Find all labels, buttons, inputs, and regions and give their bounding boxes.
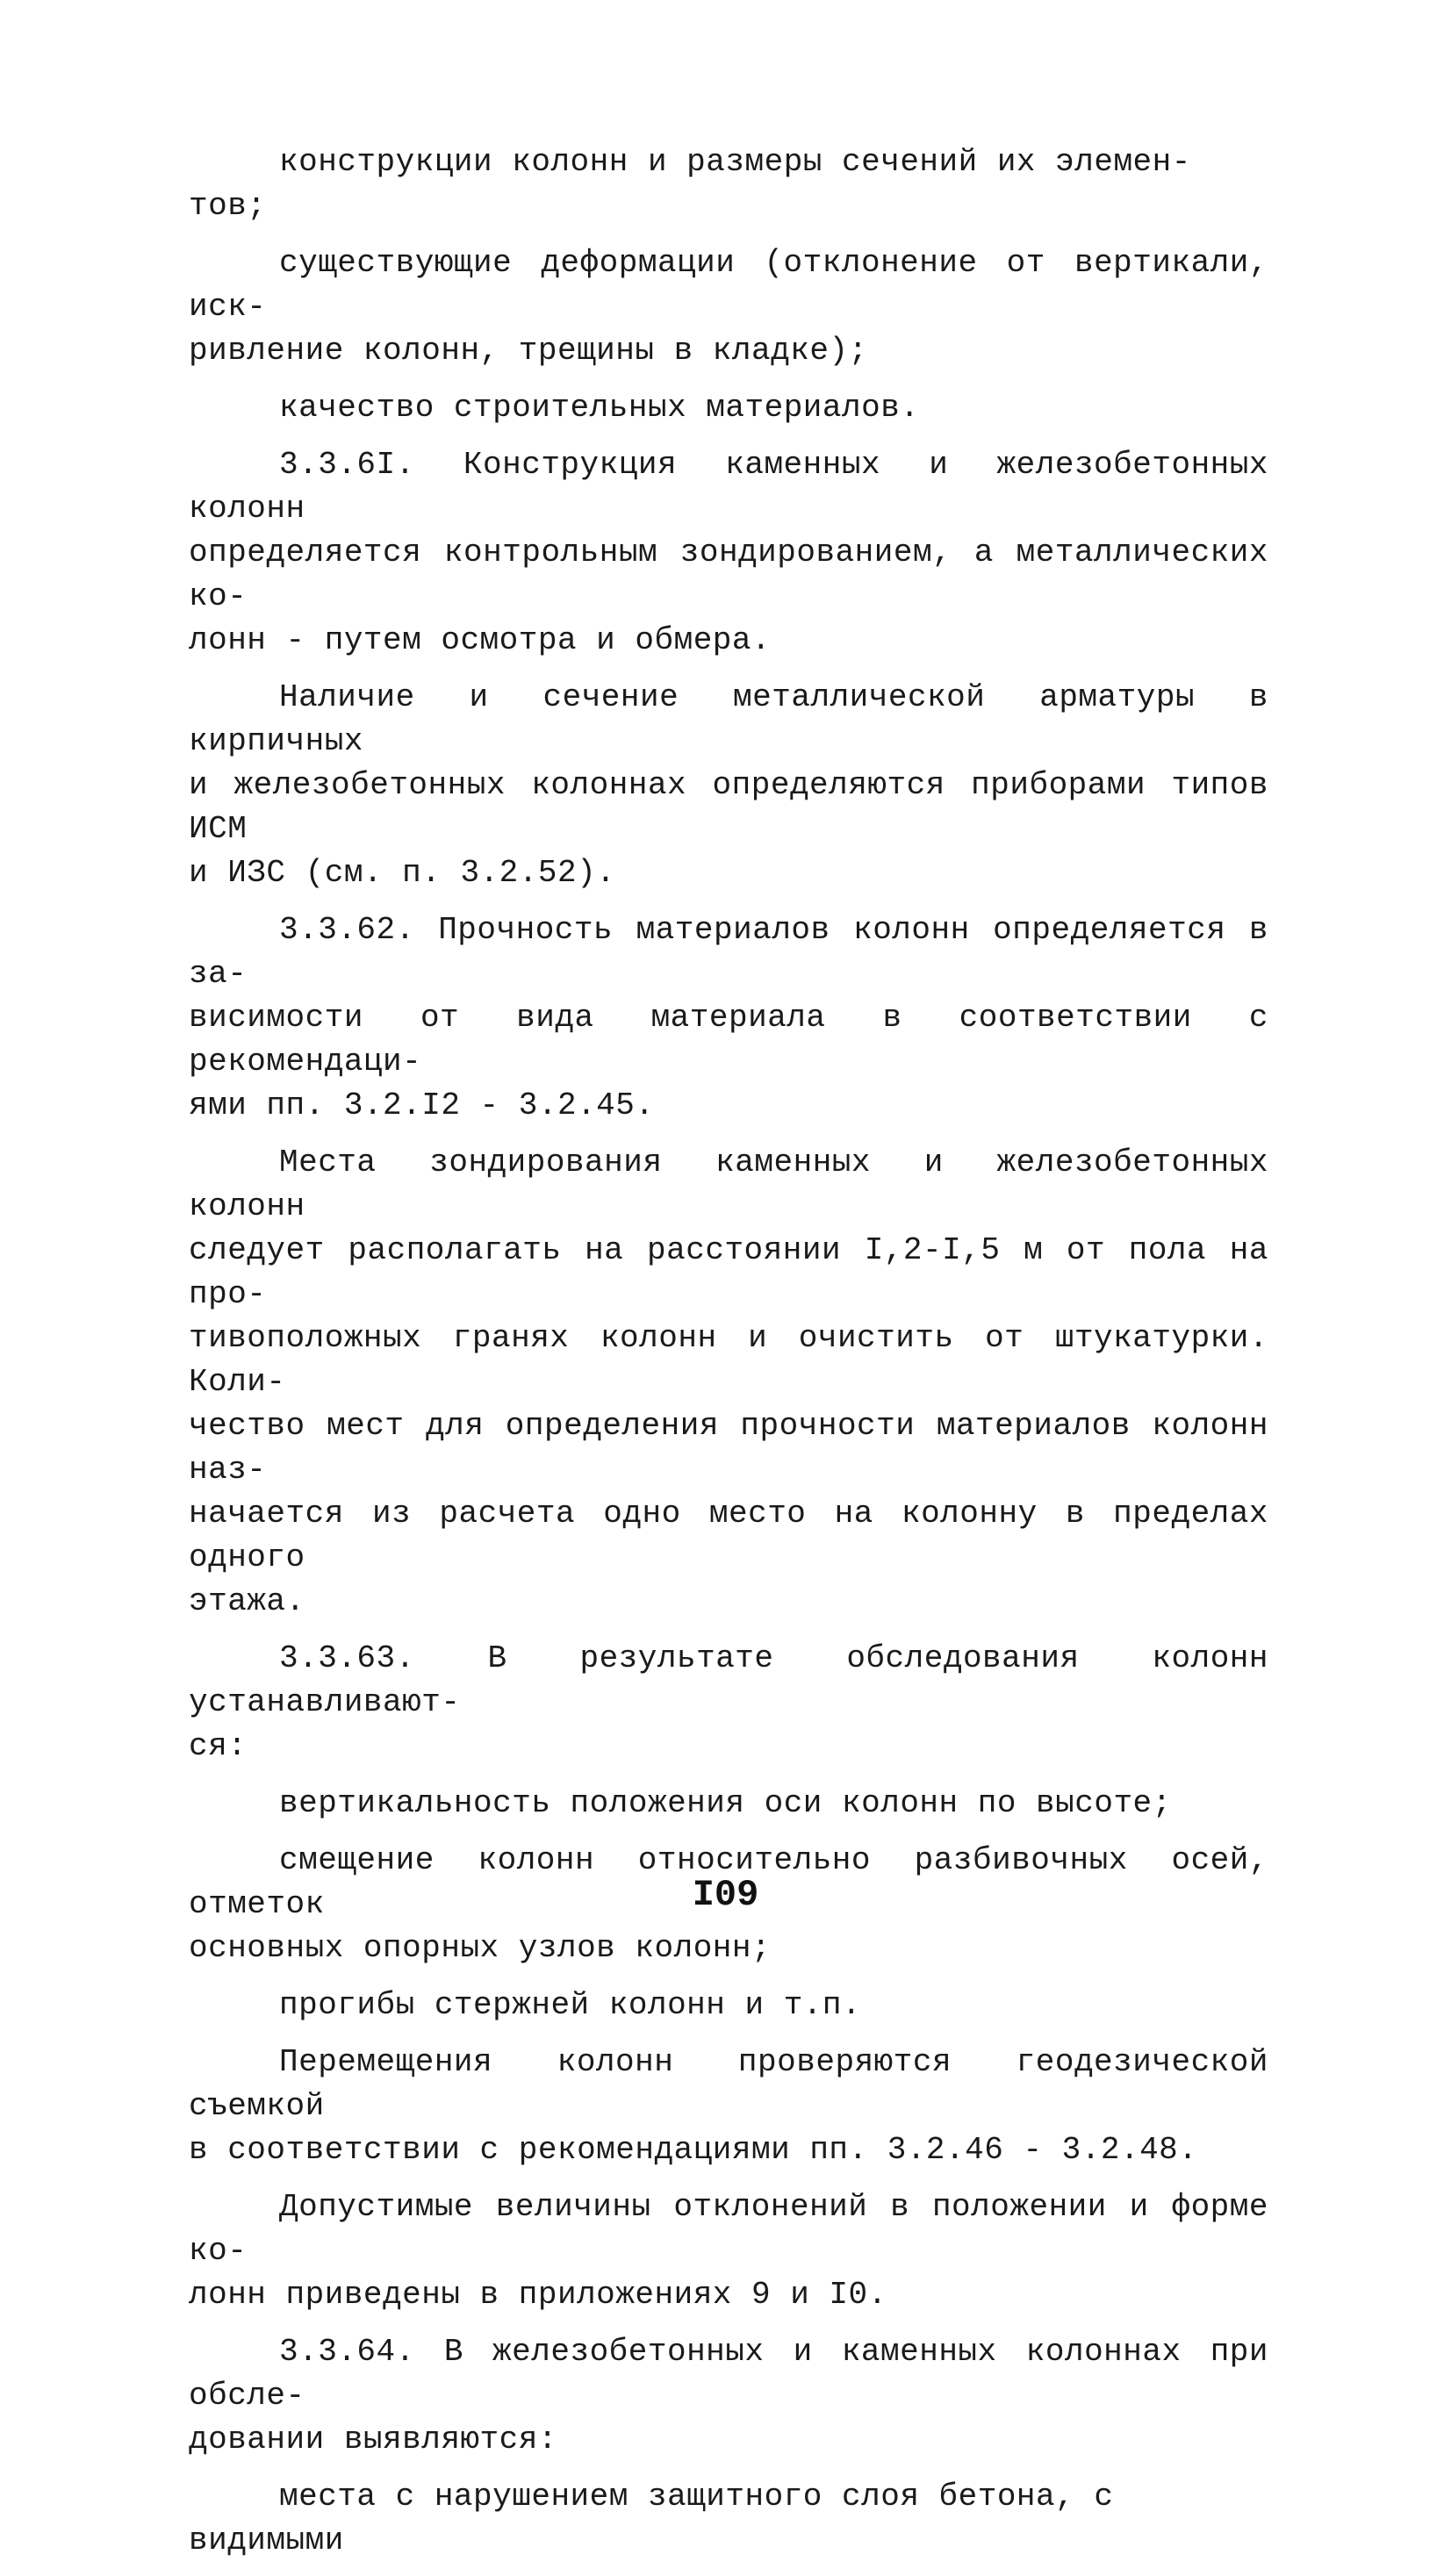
paragraph-deflections: прогибы стержней колонн и т.п. — [279, 1987, 862, 2023]
paragraph-displacements: Перемещения колонн проверяются геодезической съемкой в соответствии с рекомендациями пп. 3.2.46 - 3.2.48. — [189, 2044, 1268, 2168]
paragraph-material-quality: качество строительных материалов. — [279, 390, 920, 426]
paragraph-protective-layer: места с нарушением защитного слоя бетона, с видимыми — [189, 2479, 1114, 2558]
paragraph-reinforcement: Наличие и сечение металлической арматуры в кирпичных и железобетонных колоннах определяются приборами типов ИСМ и ИЗС (см. п. 3.2.52). — [189, 679, 1268, 891]
paragraph-3-3-64: 3.3.64. В железобетонных и каменных колоннах при обсле- довании выявляются: — [189, 2334, 1268, 2458]
paragraph-column-structure: конструкции колонн и размеры сечений их элемен- тов; — [189, 144, 1191, 224]
page-number: I09 — [692, 1874, 759, 1916]
body-text — [189, 140, 1268, 2576]
paragraph-probing-locations: Места зондирования каменных и железобетонных колонн следует располагать на расстоянии I,2-I,5 м от пола на про- тивоположных гранях колонн и очистить от штукатурки. Коли- чество мест для определения прочности материалов колонн наз- начается из расчета одно место на колонну в пределах одного этажа. — [189, 1144, 1268, 1619]
paragraph-offset: смещение колонн относительно разбивочных осей, отметок основных опорных узлов колонн; — [189, 1842, 1268, 1966]
paragraph-deformations: существующие деформации (отклонение от вертикали, иск- ривление колонн, трещины в кладке); — [189, 245, 1268, 369]
paragraph-3-3-61: 3.3.6I. Конструкция каменных и железобетонных колонн определяется контрольным зондированием, а металлических ко- лонн - путем осмотра и обмера. — [189, 447, 1268, 658]
paragraph-tolerances: Допустимые величины отклонений в положении и форме ко- лонн приведены в приложениях 9 и I0. — [189, 2189, 1268, 2313]
paragraph-verticality: вертикальность положения оси колонн по высоте; — [279, 1785, 1172, 1821]
paragraph-3-3-62: 3.3.62. Прочность материалов колонн определяется в за- висимости от вида материала в соответствии с рекомендаци- ями пп. 3.2.I2 - 3.2.45. — [189, 912, 1268, 1123]
paragraph-3-3-63: 3.3.63. В результате обследования колонн устанавливают- ся: — [189, 1640, 1268, 1764]
